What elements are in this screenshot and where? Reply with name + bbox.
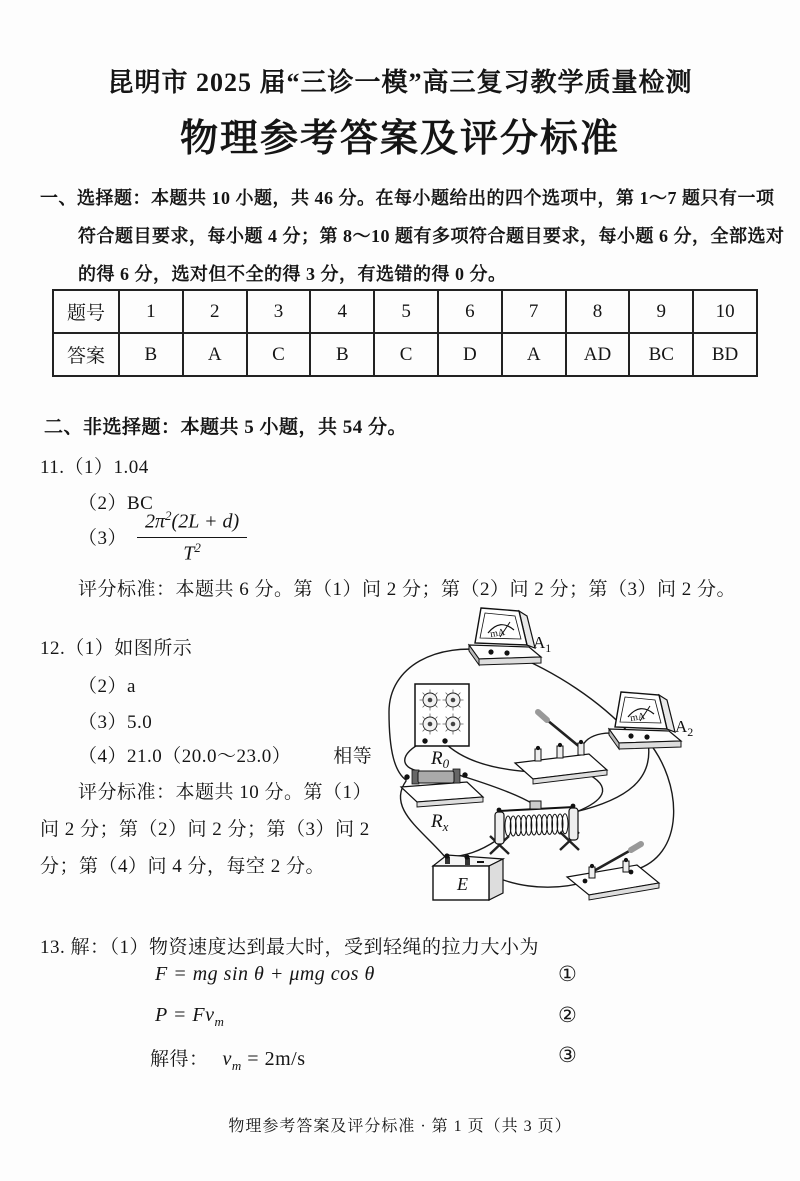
q11-part3-fraction <box>137 508 247 565</box>
q11-grading: 评分标准：本题共 6 分。第（1）问 2 分；第（2）问 2 分；第（3）问 2 分。 <box>78 579 737 600</box>
question-number-cell: 3 <box>247 290 311 333</box>
meter-unit-label: mA <box>629 710 646 725</box>
answer-cell: BD <box>693 333 757 376</box>
question-number-cell: 9 <box>629 290 693 333</box>
switch-bottom <box>567 844 659 900</box>
answer-table <box>52 289 758 377</box>
question-number-cell: 5 <box>374 290 438 333</box>
question-number-cell: 6 <box>438 290 502 333</box>
battery-e <box>433 853 503 900</box>
answer-cell: C <box>247 333 311 376</box>
milliammeter-a2 <box>609 692 693 749</box>
battery-label: E <box>457 874 468 894</box>
switch-middle <box>515 712 607 784</box>
answer-cell: A <box>502 333 566 376</box>
q12-part4: （4）21.0（20.0～23.0） 相等 <box>78 746 373 767</box>
answer-cell: B <box>310 333 374 376</box>
meter-a1-label: $A_1$ <box>533 633 552 655</box>
equation1-tag: ① <box>558 962 577 986</box>
q11-part1: 11.（1）1.04 <box>40 457 149 478</box>
resistance-box-label: $R_0$ <box>431 748 450 771</box>
question-number-cell: 8 <box>566 290 630 333</box>
q11-part3 <box>78 508 247 565</box>
question-number-cell: 1 <box>119 290 183 333</box>
answer-cell: BC <box>629 333 693 376</box>
q12-grading-line3: 分；第（4）问 4 分，每空 2 分。 <box>40 856 326 877</box>
row-header-answer: 答案 <box>53 333 119 376</box>
rheostat <box>490 801 579 854</box>
question-number-cell: 2 <box>183 290 247 333</box>
table-row-answers <box>53 333 757 376</box>
equation2-tag: ② <box>558 1003 577 1027</box>
resistor-rx-label: $R_x$ <box>431 811 449 834</box>
q11-part2: （2）BC <box>78 493 154 514</box>
milliammeter-a1 <box>469 608 551 665</box>
q13-equation2: $P = Fv_m$ <box>155 1004 225 1029</box>
q12-grading-line1: 评分标准：本题共 10 分。第（1） <box>78 782 373 803</box>
answer-cell: AD <box>566 333 630 376</box>
q13-intro: 13. 解：（1）物资速度达到最大时，受到轻绳的拉力大小为 <box>40 937 540 958</box>
question-number-cell: 4 <box>310 290 374 333</box>
equation3-tag: ③ <box>558 1043 577 1067</box>
table-row-question-numbers <box>53 290 757 333</box>
q12-part2: （2）a <box>78 676 136 697</box>
answer-cell: A <box>183 333 247 376</box>
page-footer: 物理参考答案及评分标准 · 第 1 页（共 3 页） <box>228 1118 572 1135</box>
q13-equation3: 解得： $v_m = 2m/s$ <box>150 1048 306 1073</box>
answer-cell: D <box>438 333 502 376</box>
q12-part3: （3）5.0 <box>78 712 153 733</box>
document-title: 昆明市 2025 届“三诊一模”高三复习教学质量检测 <box>107 68 693 97</box>
fraction-denominator: $T^2$ <box>183 539 201 565</box>
circuit-diagram <box>385 600 795 905</box>
meter-a2-label: $A_2$ <box>675 717 694 739</box>
row-header-question: 题号 <box>53 290 119 333</box>
resistance-box-r0 <box>415 684 469 771</box>
answer-cell: C <box>374 333 438 376</box>
answer-cell: B <box>119 333 183 376</box>
document-subtitle: 物理参考答案及评分标准 <box>179 118 620 160</box>
q13-equation1: F = mg sin θ + μmg cos θ <box>155 963 375 985</box>
q11-part3-label: （3） <box>78 528 128 550</box>
section1-instructions-line1: 一、选择题：本题共 10 小题，共 46 分。在每小题给出的四个选项中，第 1～7 题只有一项 <box>40 188 775 208</box>
section1-instructions-line3: 的得 6 分，选对但不全的得 3 分，有选错的得 0 分。 <box>78 264 507 284</box>
q12-part1: 12.（1）如图所示 <box>40 638 193 659</box>
section1-instructions-line2: 符合题目要求，每小题 4 分；第 8～10 题有多项符合题目要求，每小题 6 分，全部选对 <box>78 226 785 246</box>
fraction-numerator: $2\pi^2(2L + d)$ <box>137 508 247 538</box>
question-number-cell: 7 <box>502 290 566 333</box>
section2-heading: 二、非选择题：本题共 5 小题，共 54 分。 <box>44 417 408 438</box>
q12-grading-line2: 问 2 分；第（2）问 2 分；第（3）问 2 <box>40 819 370 840</box>
meter-unit-label: mA <box>489 626 506 641</box>
question-number-cell: 10 <box>693 290 757 333</box>
